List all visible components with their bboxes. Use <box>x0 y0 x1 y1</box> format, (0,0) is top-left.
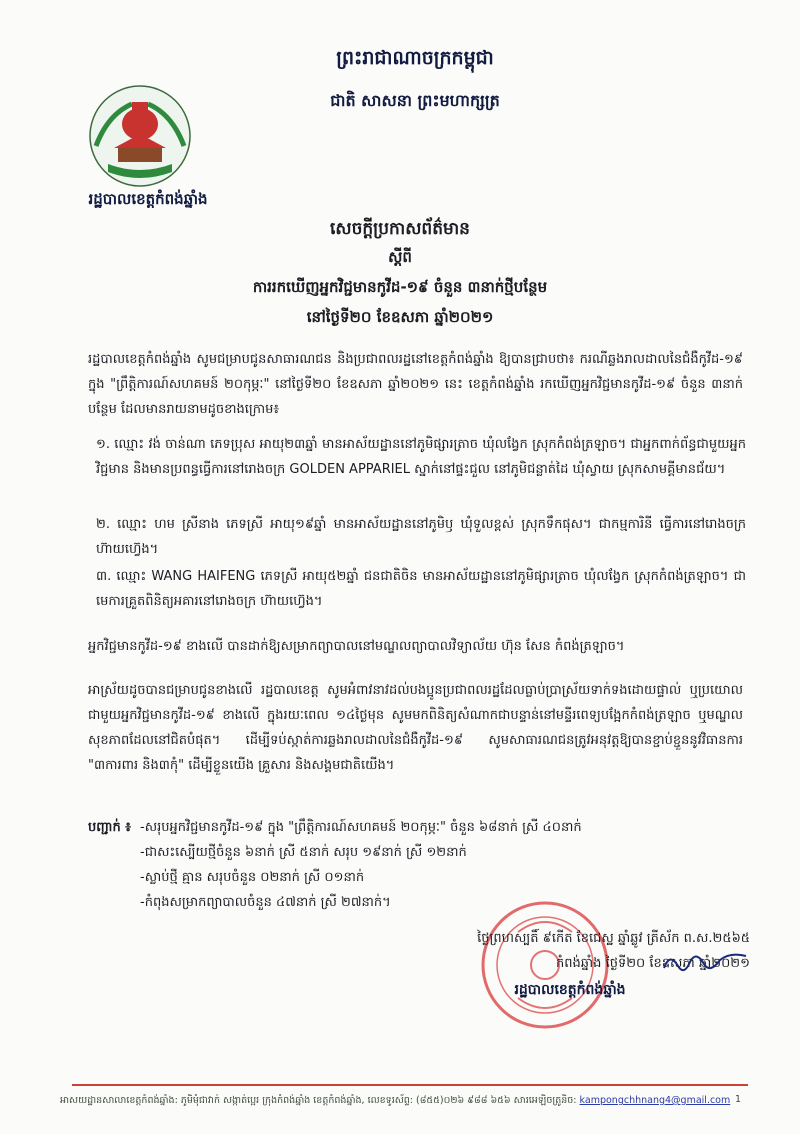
handwritten-signature <box>660 948 750 978</box>
title-press-release: សេចក្តីប្រកាសព័ត៌មាន <box>330 219 470 239</box>
title-date: នៅថ្ងៃទី២០ ខែឧសភា ឆ្នាំ២០២១ <box>306 308 494 326</box>
lunar-date: ថ្ងៃព្រហស្បតិ៍ ៩កើត ខែជេស្ឋ ឆ្នាំឆ្លូវ ត្រីស័ក ព.ស.២៥៦៥ <box>477 931 750 946</box>
provincial-emblem-logo <box>88 84 192 188</box>
page-number: 1 <box>735 1094 742 1105</box>
case-item-2: ២. ឈ្មោះ ហម ស្រីនាង ភេទស្រី អាយុ១៩ឆ្នាំ មានអាស័យដ្ឋាននៅភូមិឫ ឃុំទួលខ្ពស់ ស្រុកទឹកផុស។ ជាកម្មការិនី ធ្វើការនៅរោងចក្រ ហ៊ាយហ្វ៊េង។ <box>96 517 746 557</box>
hospital-paragraph: អ្នកវិជ្ជមានកូវីដ-១៩ ខាងលើ បានដាក់ឱ្យសម្រាកព្យាបាលនៅមណ្ឌលព្យាបាលវិទ្យាល័យ ហ៊ុន សែន កំពង់ត្រឡាច។ <box>88 639 625 654</box>
note-line: -ស្លាប់ថ្មី គ្មាន សរុបចំនួន ០២នាក់ ស្រី ០១នាក់ <box>140 870 365 885</box>
notes-section <box>88 815 743 915</box>
issuing-authority: រដ្ឋបាលខេត្តកំពង់ឆ្នាំង <box>88 190 208 208</box>
footer-address: អាសយដ្ឋានសាលាខេត្តកំពង់ឆ្នាំង: ភូមិមុំជាវាក់ សង្កាត់ប្អេរ ក្រុងកំពង់ឆ្នាំង ខេត្តកំពង់ឆ្នាំង, លេខទូរស័ព្ទ: (៨៥៥)០២៦ ៩៨៨ ៦៥៦ សារអេឡិចត្រូនិច: <box>60 1095 577 1106</box>
note-line: -កំពុងសម្រាកព្យាបាលចំនួន ៤៧នាក់ ស្រី ២៧នាក់។ <box>140 895 391 910</box>
notes-label: បញ្ជាក់ ៖ <box>88 820 131 835</box>
signing-date: កំពង់ឆ្នាំង ថ្ងៃទី២០ ខែឧសភា ឆ្នាំ២០២១ <box>556 956 750 971</box>
appeal-paragraph: អាស្រ័យដូចបានជម្រាបជូនខាងលើ រដ្ឋបាលខេត្ត សូមអំពាវនាវដល់បងប្អូនប្រជាពលរដ្ឋដែលធ្លាប់ប្រាស្រ័យទាក់ទងដោយផ្ទាល់ ឬប្រយោលជាមួយអ្នកវិជ្ជមានកូវីដ-១៩ ខាងលើ ក្នុងរយៈពេល ១៤ថ្ងៃមុន សូមមកពិនិត្យសំណាកជាបន្ទាន់នៅមន្ទីរពេទ្យបង្អែកកំពង់ត្រឡាច ឬមណ្ឌលសុខភាពដែលនៅជិតបំផុត។ ដើម្បីទប់ស្កាត់ការឆ្លងរាលដាលនៃជំងឺកូវីដ-១៩ សូមសាធារណជនត្រូវអនុវត្តឱ្យបានខ្ជាប់ខ្ជួននូវវិធានការ "៣ការពារ និង៣កុំ" ដើម្បីខ្លួនយើង គ្រួសារ និងសង្គមជាតិយើង។ <box>88 683 743 773</box>
intro-paragraph: រដ្ឋបាលខេត្តកំពង់ឆ្នាំង សូមជម្រាបជូនសាធារណជន និងប្រជាពលរដ្ឋនៅខេត្តកំពង់ឆ្នាំង ឱ្យបានជ្រាបថា៖ ករណីឆ្លងរាលដាលនៃជំងឺកូវីដ-១៩ ក្នុង "ព្រឹត្តិការណ៍សហគមន៍ ២០កុម្ភៈ" នៅថ្ងៃទី២០ ខែឧសភា ឆ្នាំ២០២១ នេះ ខេត្តកំពង់ឆ្នាំង រកឃើញអ្នកវិជ្ជមានកូវីដ-១៩ ចំនួន ៣នាក់បន្ថែម ដែលមានរាយនាមដូចខាងក្រោម៖ <box>88 352 743 417</box>
title-subject: ការរកឃើញអ្នកវិជ្ជមានកូវីដ-១៩ ចំនួន ៣នាក់ថ្មីបន្ថែម <box>252 278 548 296</box>
footer-email-link[interactable]: kampongchhnang4@gmail.com <box>579 1095 731 1106</box>
signatory-name: រដ្ឋបាលខេត្តកំពង់ឆ្នាំង <box>514 982 626 998</box>
case-item-1: ១. ឈ្មោះ វង់ ចាន់ណា ភេទប្រុស អាយុ២៣ឆ្នាំ មានអាស័យដ្ឋាននៅភូមិផ្សារត្រាច ឃុំលង្វែក ស្រុកកំពង់ត្រឡាច។ ជាអ្នកពាក់ព័ន្ធជាមួយអ្នកវិជ្ជមាន និងមានប្រពន្ធធ្វើការនៅរោងចក្រ GOLDEN APPARIEL ស្នាក់នៅផ្ទះជួល នៅភូមិជន្លាត់ដៃ ឃុំស្វាយ ស្រុកសាមគ្គីមានជ័យ។ <box>96 437 746 477</box>
case-item-3: ៣. ឈ្មោះ WANG HAIFENG ភេទស្រី អាយុ៥២ឆ្នាំ ជនជាតិចិន មានអាស័យដ្ឋាននៅភូមិផ្សារត្រាច ឃុំលង្វែក ស្រុកកំពង់ត្រឡាច។ ជាមេការគ្រួតពិនិត្យអគារនៅរោងចក្រ ហ៊ាយហ្វ៊េង។ <box>96 569 746 609</box>
note-line: -ជាសះស្បើយថ្មីចំនួន ៦នាក់ ស្រី ៥នាក់ សរុប ១៩នាក់ ស្រី ១២នាក់ <box>140 845 467 860</box>
national-motto: ជាតិ សាសនា ព្រះមហាក្សត្រ <box>330 91 500 110</box>
footer-contact <box>60 1094 750 1108</box>
footer-divider <box>72 1084 748 1086</box>
note-line: -សរុបអ្នកវិជ្ជមានកូវីដ-១៩ ក្នុង "ព្រឹត្តិការណ៍សហគមន៍ ២០កុម្ភៈ" ចំនួន ៦៨នាក់ ស្រី ៤០នាក់ <box>140 820 582 835</box>
kingdom-header: ព្រះរាជាណាចក្រកម្ពុជា <box>336 47 494 69</box>
title-regarding: ស្តីពី <box>388 248 412 266</box>
